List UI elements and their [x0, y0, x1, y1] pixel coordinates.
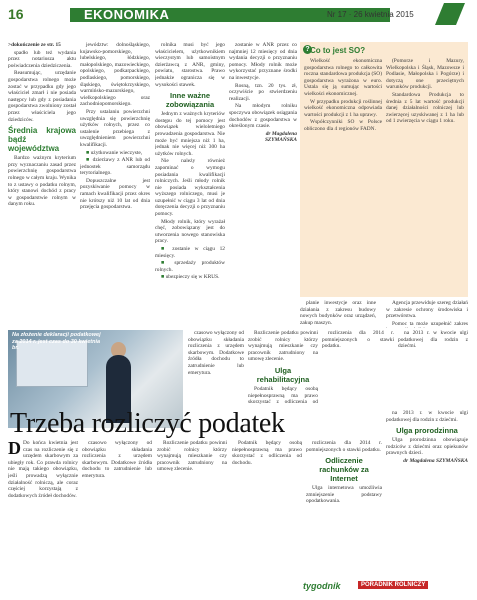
column-4 — [229, 42, 297, 324]
col5-p1: planie inwestycje oraz inne działania z zakresu budowy nowych budynków oraz urządzeń, zakup maszyn. — [300, 300, 376, 326]
lower-intro-col-4 — [322, 330, 394, 406]
lower-col3-text: Rozliczenie podatku powinni zrobić rolnicy którzy wynajmują mieszkanie czy pracownik zatrudniony na umowę zlecenie. — [157, 440, 227, 473]
drop-cap: D — [8, 440, 21, 458]
heading-family-relief: Ulga prorodzinna — [396, 426, 458, 436]
lower-c1: D Do końca kwietnia jest czas na rozliczenie się z urzędem skarbowym za ubiegły rok. Co prawda rolnicy nie mają takiego obowiązku, jeśli prowadzą wyłącznie działalność rolniczą, ale coraz częściej korzystają z dodatkowych źródeł dochodów. — [8, 440, 78, 499]
lower-col-3 — [157, 440, 227, 575]
col1-p2: Reasumując, urzędanie gospodarstwa rolnego może zostać w przypadku gdy jego właściciel zmarł i nie posiada następcy lub gdy z posiadania gospodarstwa zwolniony został przez właściciela jego dziedziców. — [8, 70, 76, 123]
col2-bullet-2: ■ dzierżawy z ANR lub od jednostek samorządu terytorialnego. — [80, 157, 150, 177]
col3-p1: rolnika musi być jego właścicielem, użytkownikiem wieczystym lub samoistnym dzierżawcą z ANR, gminy, powiatu, starostwa. Prawo jednakże ogranicza się w wysokości stawek. — [155, 42, 225, 88]
photo-caption: Na złożenie deklaracji podatkowej za 2014 r. jest czas do 30 kwietnia br. — [12, 332, 101, 351]
lower-intro-col-3 — [248, 330, 318, 406]
publication-logo-badge: PORADNIK ROLNICZY — [358, 581, 428, 589]
lower-intro-col-2 — [188, 330, 244, 406]
info-box-so — [300, 42, 468, 297]
lower-col-6 — [386, 410, 468, 578]
column-6-top — [386, 300, 468, 328]
lower-c5: na 2013 r. w kwocie ulgi podatkowej dla rodzin z dziećmi. — [398, 330, 468, 350]
column-5-top — [300, 300, 376, 328]
lower-col5-text-b: Ulga internetowa umożliwia zmniejszenie podstawy opodatkowania. — [306, 485, 382, 505]
heading-other-duties: Inne ważne zobowiązania — [165, 91, 215, 110]
col5-p2: Agencja przewiduje szereg działań w zakresie ochrony środowiska i przetwórstwa. — [386, 300, 468, 320]
heading-internet-relief: Odliczenie rachunków za Internet — [319, 456, 369, 484]
info-p1: Wielkość ekonomiczna gospodarstwa rolnego to całkowita roczna standardowa produkcja (SO) gospodarstwa wyrażona w euro. Ustala się ją sumując wartości wielkości ekonomicznej. — [304, 58, 382, 97]
continuation-ref: >dokończenie ze str. 15 — [8, 42, 61, 48]
col3-p3: Nie należy również zapominać o wymogu posiadania kwalifikacji rolniczych. Jeśli młody rolnik nie posiada wykształcenia wyższego rolniczego, musi je uzupełnić w ciągu 3 lat od dnia doręczenia decyzji o przyznaniu pomocy. — [155, 158, 225, 218]
lower-col6-text-b: Ulga prorodzinna obowiązuje rodziców z dziećmi oraz opiekunów prawnych dzieci. — [386, 437, 468, 457]
section-title: EKONOMIKA — [84, 7, 170, 22]
col3-p4: Młody rolnik, który wyrażał chęć, zobowiązany jest do utworzenia nowego stanowiska pracy. — [155, 218, 225, 245]
lower-col6-text: na 2013 r. w kwocie ulgi podatkowej dla rodzin z dziećmi. — [386, 410, 468, 423]
main-title: Trzeba rozliczyć podatek — [10, 408, 285, 439]
col2-p3: Dopuszczalne jest pozyskiwanie pomocy w ramach kwalifikacji przez okres nie krótszy niż 10 lat od dnia przejęcia gospodarstwa. — [80, 177, 150, 211]
lower-c3b: Podatnik będący osobą niepełnosprawną ma prawo skorzystać z odliczenia od — [248, 385, 318, 406]
lower-c2: czasowo wyłączony od obowiązku składania rozliczenia z urzędem skarbowym. Dodatkowe źródła dochodu to zatrudnienie lub emerytura. — [188, 330, 244, 376]
info-box-title: Co to jest SO? — [310, 46, 366, 55]
col2-p1: jewództw: dolnośląskiego, kujawsko-pomorskiego, lubelskiego, łódzkiego, małopolskiego, mazowieckiego, opolskiego, podkarpackiego, podlaskiego, pomorskiego, śląskiego, świętokrzyskiego, warmińsko-mazurskiego, wielkopolskiego oraz zachodniopomorskiego. — [80, 42, 150, 108]
info-p5: Standardowa Produkcja to średnia z 5 lat wartość produkcji danej działalności rolniczej lub zwierzęcej uzyskiwanej z 1 ha lub od 1 zwierzęcia w ciągu 1 roku. — [386, 91, 464, 125]
lower-col-4 — [232, 440, 302, 575]
lower-col2-text: czasowo wyłączony od obowiązku składania rozliczenia z urzędem skarbowym. Dodatkowe źródła dochodu to zatrudnienie lub emerytura. — [82, 440, 152, 479]
page-number: 16 — [8, 6, 24, 22]
column-3 — [155, 42, 225, 324]
col3-bullet-2: ■ sprzedaży produktów rolnych. — [155, 260, 225, 273]
lower-col4-text: Podatnik będący osobą niepełnosprawną ma prawo skorzystać z odliczenia od dochodu. — [232, 440, 302, 466]
col2-p2: Przy ustalaniu powierzchni uwzględnia się powierzchnię użytków rolnych, przez co ustalenie przebiega z uwzględnieniem powierzchni kwalifikacji. — [80, 108, 150, 148]
author-signature: dr Magdalena SZYMAŃSKA — [264, 130, 297, 144]
col4-p2: Rosną, tzn. 20 tys. zł, oczywiście po stwierdzeniu realizacji. — [229, 82, 297, 102]
col2-bullet-1: ■ użytkowanie wieczyste, — [80, 150, 150, 157]
info-box-col-2 — [386, 58, 464, 294]
col3-bullet-1: ■ zostanie w ciągu 12 miesięcy. — [155, 246, 225, 259]
issue-info: Nr 17 · 26 kwietnia 2015 — [327, 10, 414, 19]
col1-p3: Bardzo ważnym kryterium przy wyznaczaniu zasad przez powierzchnię gospodarstwa rolnego w całym kraju. Wynika to z ustawy o podatku rolnym, który stanowi dochód z pracy w gospodarstwie rolnym w danym roku. — [8, 155, 76, 208]
publication-logo: tygodnik — [303, 581, 341, 591]
lower-col-1 — [8, 440, 78, 575]
info-p3: Współczynniki SO w Polsce obliczono dla 4 regionów FADN. — [304, 119, 382, 132]
lower-author-signature: dr Magdalena SZYMAŃSKA — [403, 457, 468, 464]
lower-col-5 — [306, 440, 382, 575]
column-1 — [8, 42, 76, 324]
col5-p3: Pomoc ta może uzupełnić zakres — [392, 320, 468, 327]
heading-rehab-relief: Ulga rehabilitacyjna — [256, 365, 310, 384]
column-2 — [80, 42, 150, 324]
lower-col-2 — [82, 440, 152, 575]
col1-p1: spadło lub też wydania przez notariusza aktu poświadczenia dziedziczenia. — [8, 49, 76, 69]
info-p4: (Pomorze i Mazury, Wielkopolska i Śląsk, Mazowsze i Podlasie, Małopolska i Pogórze) i dotyczą one przeciętnych warunków produkcji. — [386, 58, 464, 91]
col3-bullet-3: ■ ubezpieczy się w KRUS. — [155, 274, 225, 281]
lower-c3: Rozliczenie podatku powinni zrobić rolnicy którzy wynajmują mieszkanie czy pracownik zatrudniony na umowę zlecenie. — [248, 330, 318, 363]
col3-p2: Jednym z ważnych kryteriów dostępu do tej pomocy jest obowiązek wieloletniego prowadzenia gospodarstwa. Nie może być mniejsza niż 1 ha, jednak nie więcej niż 300 ha użytków rolnych. — [155, 111, 225, 157]
col4-p3: Na młodym rolniku spoczywa obowiązek osiągania dochodów z gospodarstwa w określonym czasie. — [229, 103, 297, 130]
info-p2: W przypadku produkcji roślinnej wielkość ekonomiczna odpowiada wartości produkcji z 1 ha uprawy. — [304, 98, 382, 118]
heading-average-income: Średnia krajowa bądź województwa — [8, 126, 76, 154]
lower-c4: rozliczenia dla 2014 r. pomniejszonych o stawki podatku. — [322, 330, 394, 350]
page-header — [0, 0, 477, 30]
info-box-col-1 — [304, 58, 382, 294]
col4-p1: zostanie w ANR przez co najmniej 12 miesięcy od dnia wydania decyzji o przyznaniu pomocy. Młody rolnik może wykorzystać przyznane środki na inwestycje. — [229, 42, 297, 81]
lower-col5-text: rozliczenia dla 2014 r. pomniejszonych o stawki podatku. — [306, 440, 382, 453]
lower-intro-col-5 — [398, 330, 468, 406]
corner-decoration — [435, 3, 465, 25]
question-icon: ? — [303, 45, 312, 54]
